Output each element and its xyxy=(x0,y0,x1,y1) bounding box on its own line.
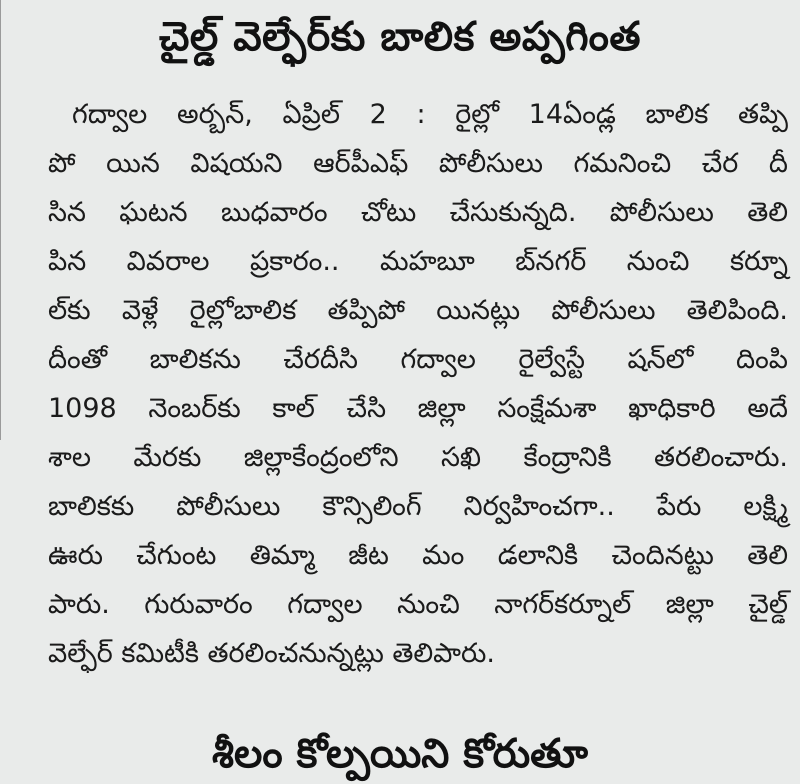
article-line: పారు. గురువారం గద్వాల నుంచి నాగర్‌కర్నూల్ జిల్లా చైల్డ్ xyxy=(48,589,788,620)
article-line: పిన వివరాల ప్రకారం.. మహబూ బ్‌నగర్ నుంచి కర్నూ xyxy=(48,246,788,277)
next-article-headline-text: శీలం కోల్పయిని కోరుతూ xyxy=(211,731,588,777)
article-line: సిన ఘటన బుధవారం చోటు చేసుకున్నది. పోలీసులు తెలి xyxy=(48,197,788,228)
article-line: గద్వాల అర్బన్, ఏప్రిల్ 2 : రైల్లో 14ఏండ్ల బాలిక తప్పి xyxy=(72,99,788,130)
article-body xyxy=(48,90,788,678)
article-line: వెల్ఫేర్ కమిటీకి తరలించనున్నట్లు తెలిపారు. xyxy=(48,638,495,669)
article-line: బాలికకు పోలీసులు కౌన్సిలింగ్ నిర్వహించగా.. పేరు లక్ష్మి xyxy=(48,491,788,522)
article-line: దీంతో బాలికను చేరదీసి గద్వాల రైల్వేస్టే షన్‌లో దింపి xyxy=(48,344,788,375)
next-article-headline xyxy=(0,718,800,777)
article-line: ఊరు చేగుంట తిమ్మా జీట మం డలానికి చెందినట్టు తెలి xyxy=(48,540,788,571)
article-line: ల్‌కు వెళ్లే రైల్లోబాలిక తప్పిపో యినట్లు పోలీసులు తెలిపింది. xyxy=(48,295,788,326)
article-line: శాల మేరకు జిల్లాకేంద్రంలోని సఖి కేంద్రానికి తరలించారు. xyxy=(48,442,788,473)
article-line: 1098 నెంబర్‌కు కాల్ చేసి జిల్లా సంక్షేమశా ఖాధికారి అదే xyxy=(48,393,788,424)
article-line: పో యిన విషయని ఆర్‌పీఎఫ్ పోలీసులు గమనించి చేర దీ xyxy=(48,148,788,179)
article-headline: చైల్డ్ వెల్ఫేర్‌కు బాలిక అప్పగింత xyxy=(159,14,641,60)
